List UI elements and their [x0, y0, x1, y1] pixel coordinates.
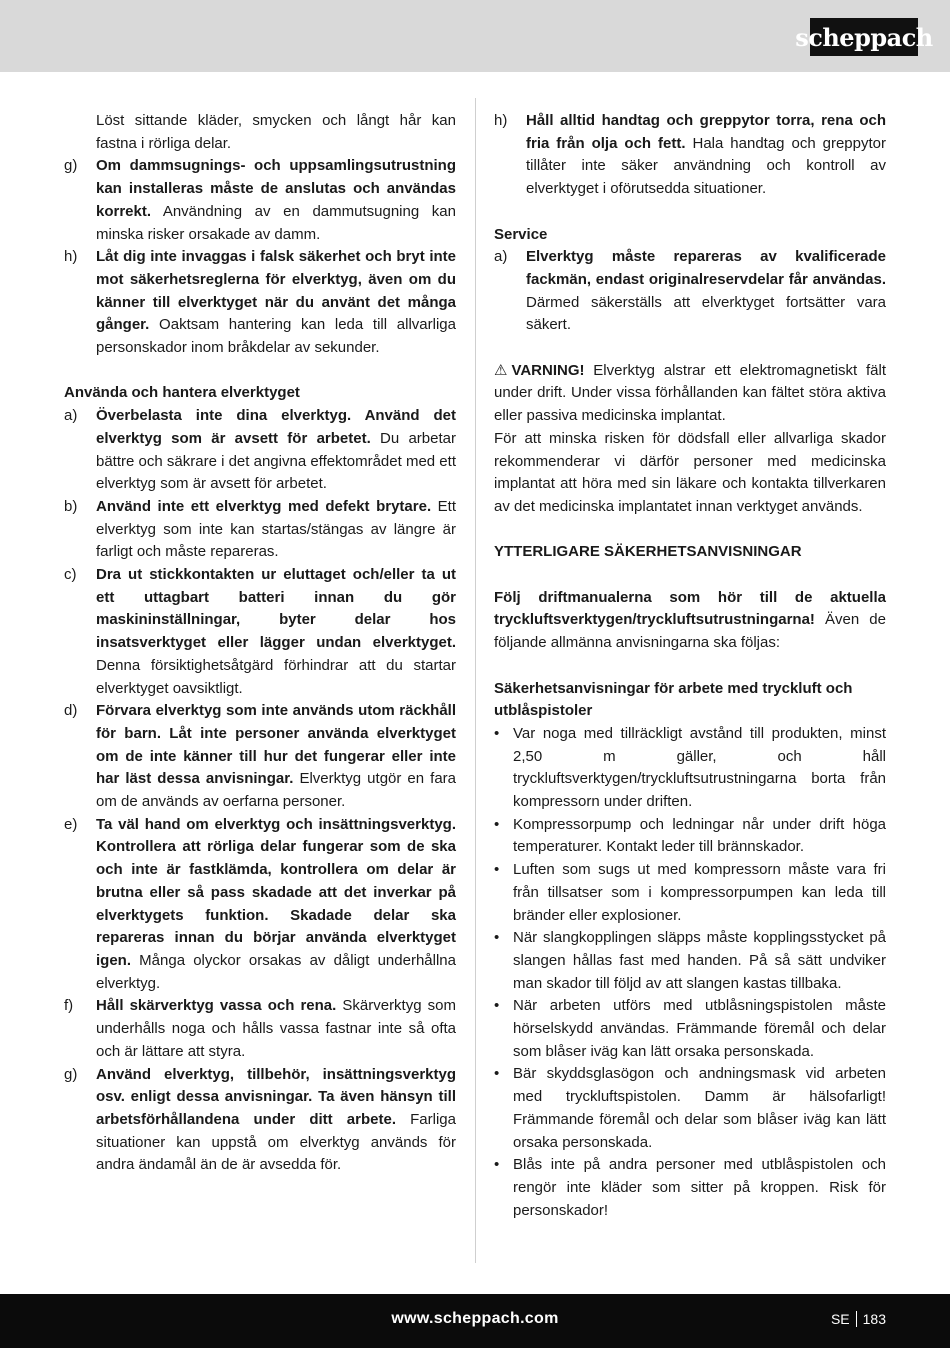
- list-item-f: [64, 995, 456, 1063]
- bullet-item: [494, 859, 886, 927]
- item-label: h): [64, 248, 78, 266]
- bullet-marker: •: [494, 1065, 500, 1083]
- additional-safety-heading: YTTERLIGARE SÄKERHETSANVISNINGAR: [494, 543, 802, 561]
- list-item-d: [64, 700, 456, 814]
- left-column: [64, 110, 456, 1177]
- bullet-marker: •: [494, 997, 500, 1015]
- manual-paragraph: Följ driftmanualerna som hör till de aktuella tryckluftsverktygen/tryckluftsutrustningarna! Även de följande allmänna anvisningarna ska följas:: [494, 588, 886, 652]
- bullet-text: När slangkopplingen släpps måste kopplingsstycket på slangen hållas fast med handen. På så sätt undviker man skador till följd av att slangen kastas tillbaka.: [513, 929, 886, 992]
- item-text: Använd elverktyg, tillbehör, insättningsverktyg osv. enligt dessa anvisningar. Ta även hänsyn till arbetsförhållandena under ditt arbete. Farliga situationer kan uppstå om elverktyg används för andra ändamål än de är avsedda för.: [96, 1065, 456, 1174]
- bullet-item: [494, 814, 886, 859]
- section-heading-use: Använda och hantera elverktyget: [64, 384, 300, 402]
- list-item-g: [64, 155, 456, 246]
- item-text: Låt dig inte invaggas i falsk säkerhet och bryt inte mot säkerhetsreglerna för elverktyg, även om du känner till elverktyget när du använt det många gånger. Oaktsam hantering kan leda till allvarliga personskador inom bråkdelar av sekunder.: [96, 248, 456, 357]
- page-footer: [0, 1294, 950, 1348]
- warning-paragraph: ⚠ VARNING! Elverktyg alstrar ett elektromagnetiskt fält under drift. Under vissa förhållanden kan fältet störa aktiva eller passiva medicinska implantat.: [494, 361, 886, 425]
- bullet-item: [494, 723, 886, 814]
- item-label: d): [64, 702, 78, 720]
- bullet-marker: •: [494, 724, 500, 742]
- bullet-marker: •: [494, 929, 500, 947]
- website-link[interactable]: www.scheppach.com: [391, 1310, 559, 1327]
- list-item-g2: [64, 1064, 456, 1178]
- page-info-separator: [856, 1311, 857, 1327]
- list-item-c: [64, 564, 456, 700]
- item-label: c): [64, 566, 77, 584]
- page-info: [831, 1311, 886, 1327]
- bullet-item: [494, 1063, 886, 1154]
- item-label: h): [494, 112, 508, 129]
- item-text: Håll skärverktyg vassa och rena. Skärverktyg som underhålls noga och hålls vassa fastnar inte så ofta och är lättare att styra.: [96, 997, 456, 1060]
- list-item-b: [64, 496, 456, 564]
- language-code: SE: [830, 1311, 850, 1327]
- compressed-air-heading: Säkerhetsanvisningar för arbete med tryckluft och utblåspistoler: [494, 679, 853, 720]
- bullet-text: Var noga med tillräckligt avstånd till produkten, minst 2,50 m gäller, och håll tryckluftsverktygen/tryckluftsutrustningarna borta från kompressorn under driften.: [513, 724, 886, 811]
- item-label: b): [64, 497, 78, 515]
- bullet-text: Bär skyddsglasögon och andningsmask vid arbeten med tryckluftspistolen. Damm är hälsofarligt! Främmande föremål och delar som blåser iväg kan lätt orsaka personskada.: [513, 1065, 886, 1151]
- bullet-item: [494, 1154, 886, 1222]
- page-number: 183: [862, 1311, 886, 1327]
- item-text: Om dammsugnings- och uppsamlingsutrustning kan installeras måste de anslutas och användas korrekt. Användning av en dammutsugning kan minska risker orsakade av damm.: [96, 157, 456, 243]
- intro-continuation: Löst sittande kläder, smycken och långt hår kan fastna i rörliga delar.: [96, 112, 456, 152]
- service-item-a: [494, 246, 886, 337]
- column-divider: [475, 98, 476, 1263]
- item-label: e): [64, 815, 78, 833]
- item-label: g): [64, 1065, 78, 1083]
- bullet-text: Luften som sugs ut med kompressorn måste vara fri från tillsatser som i kompressorpumpen kan leda till bränder eller explosioner.: [513, 861, 886, 924]
- bullet-text: Blås inte på andra personer med utblåspistolen och rengör inte kläder som sitter på kroppen. Risk för personskador!: [513, 1156, 886, 1219]
- implant-paragraph: För att minska risken för dödsfall eller allvarliga skador rekommenderar vi därför personer med medicinska implantat att höra med sin läkare och kontakta tillverkaren av det medicinska implantatet innan verktyget används.: [494, 429, 886, 515]
- item-label: f): [64, 997, 74, 1015]
- list-item-a: [64, 405, 456, 496]
- item-label: g): [64, 157, 78, 175]
- scheppach-logo: scheppach: [810, 18, 918, 56]
- bullet-marker: •: [494, 815, 500, 833]
- list-item-h: [64, 246, 456, 360]
- item-text: Ta väl hand om elverktyg och insättningsverktyg. Kontrollera att rörliga delar fungerar som de ska och inte är fastklämda, kontrollera om delar är brutna eller så pass skadade att det inverkar på elverktygets funktion. Skadade delar ska repareras innan du börjar använda elverktyget igen. Många olyckor orsakas av dåligt underhållna elverktyg.: [96, 815, 456, 992]
- item-text: Använd inte ett elverktyg med defekt brytare. Ett elverktyg som inte kan startas/stängas av längre är farligt och måste repareras.: [96, 497, 456, 561]
- item-text: Överbelasta inte dina elverktyg. Använd det elverktyg som är avsett för arbetet. Du arbetar bättre och säkrare i det angivna effektområdet med ett elverktyg som är avsett för arbetet.: [96, 407, 456, 493]
- item-label: a): [494, 248, 508, 266]
- bullet-text: Kompressorpump och ledningar når under drift höga temperaturer. Kontakt leder till brännskador.: [513, 815, 886, 856]
- item-text: Förvara elverktyg som inte används utom räckhåll för barn. Låt inte personer använda elverktyget om de inte känner till hur det fungerar eller inte har läst dessa anvisningar. Elverktyg utgör en fara om de används av oerfarna personer.: [96, 702, 456, 811]
- item-text: Dra ut stickkontakten ur eluttaget och/eller ta ut ett uttagbart batteri innan du gör maskininställningar, byter delar hos insatsverktyget eller lägger undan elverktyget. Denna försiktighetsåtgärd förhindrar att du startar elverktyget oavsiktligt.: [96, 566, 456, 697]
- item-label: a): [64, 407, 78, 425]
- right-column: [494, 110, 886, 1222]
- bullet-text: När arbeten utförs med utblåsningspistolen måste hörselskydd användas. Främmande föremål och delar som blåser iväg kan lätt orsaka personskada.: [513, 997, 886, 1060]
- bullet-item: [494, 927, 886, 995]
- list-item-e: [64, 814, 456, 996]
- warning-icon: ⚠: [494, 361, 508, 379]
- bullet-marker: •: [494, 1156, 500, 1174]
- item-text: Elverktyg måste repareras av kvalificerade fackmän, endast originalreservdelar får användas. Därmed säkerställs att elverktyget fortsätter vara säkert.: [526, 248, 886, 334]
- bullet-marker: •: [494, 861, 500, 879]
- page-header: [0, 0, 950, 72]
- bullet-item: [494, 995, 886, 1063]
- service-heading: Service: [494, 225, 548, 243]
- item-text: Håll alltid handtag och greppytor torra, rena och fria från olja och fett. Hala handtag och greppytor tillåter inte säker användning och kontroll av elverktyget i oförutsedda situationer.: [526, 112, 886, 198]
- list-item-h-right: [494, 110, 886, 201]
